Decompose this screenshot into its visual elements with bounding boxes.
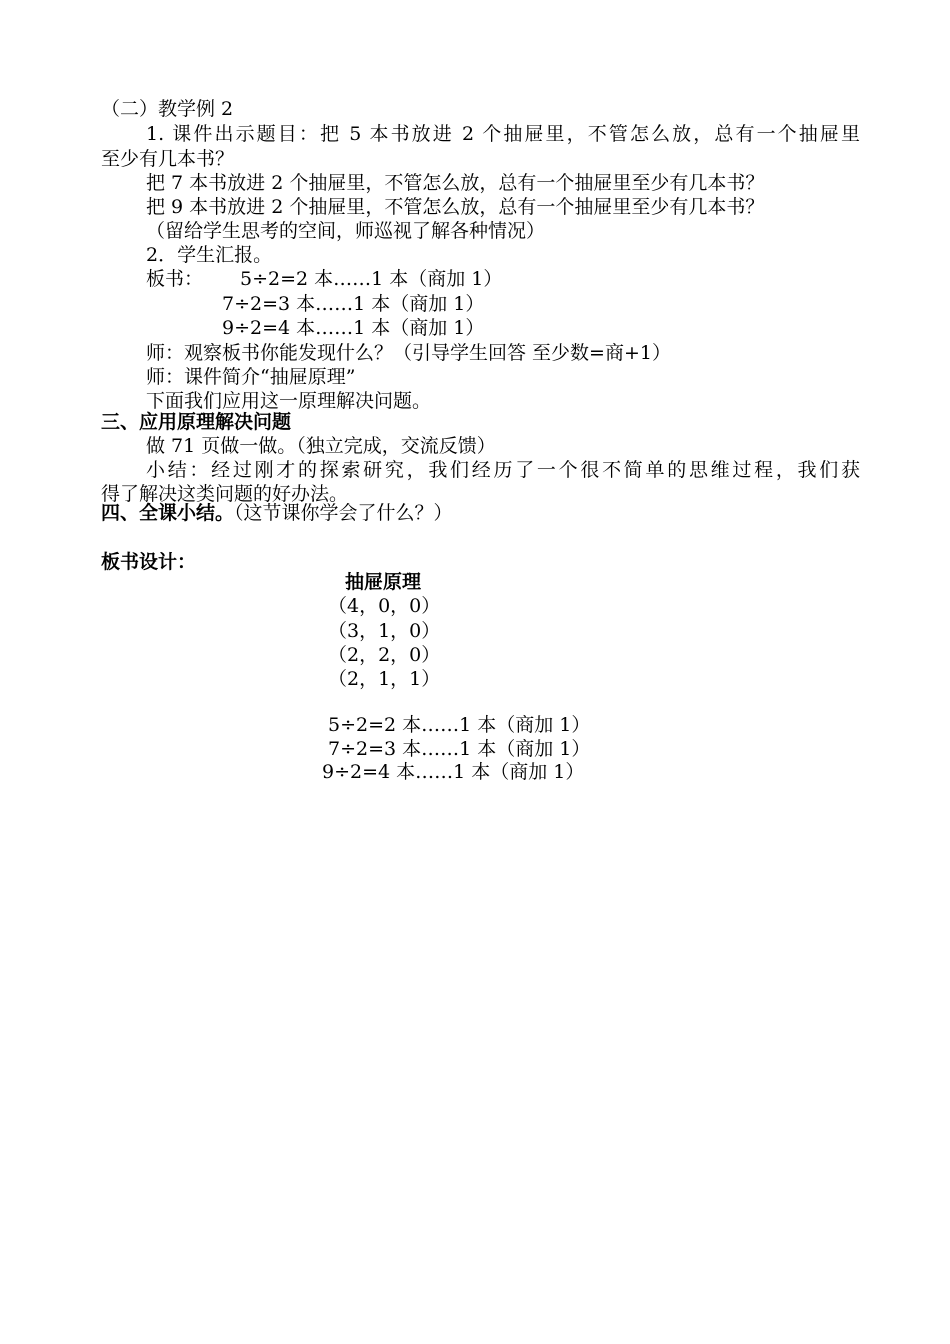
board-design-title: 抽屉原理 — [345, 571, 422, 593]
section-2-heading: （二）教学例 2 — [101, 98, 234, 120]
summary-line-1: 小结：经过刚才的探索研究，我们经历了一个很不简单的思维过程，我们获 — [146, 459, 860, 481]
board-design-heading: 板书设计： — [101, 551, 197, 573]
summary-line-2: 得了解决这类问题的好办法。 — [101, 483, 349, 505]
section-4-heading: 四、全课小结。 — [101, 502, 235, 524]
tuple-3: （2，2，0） — [328, 644, 441, 666]
question-2: 把 7 本书放进 2 个抽屉里，不管怎么放，总有一个抽屉里至少有几本书？ — [146, 172, 765, 194]
question-1-line-1: 1. 课件出示题目：把 5 本书放进 2 个抽屉里，不管怎么放，总有一个抽屉里 — [146, 123, 860, 145]
design-equation-3: 9÷2=4 本……1 本（商加 1） — [322, 761, 585, 783]
exercise-line: 做 71 页做一做。（独立完成，交流反馈） — [146, 435, 496, 457]
teacher-question: 师：观察板书你能发现什么？（引导学生回答 至少数=商+1） — [146, 342, 671, 364]
design-equation-1: 5÷2=2 本……1 本（商加 1） — [328, 714, 591, 736]
board-label: 板书： — [146, 268, 204, 290]
design-equation-2: 7÷2=3 本……1 本（商加 1） — [328, 738, 591, 760]
tuple-4: （2，1，1） — [328, 668, 441, 690]
board-equation-3: 9÷2=4 本……1 本（商加 1） — [222, 317, 485, 339]
section-4-text: （这节课你学会了什么？） — [234, 502, 453, 524]
board-equation-2: 7÷2=3 本……1 本（商加 1） — [222, 293, 485, 315]
question-3: 把 9 本书放进 2 个抽屉里，不管怎么放，总有一个抽屉里至少有几本书？ — [146, 196, 765, 218]
question-1-line-2: 至少有几本书？ — [101, 148, 235, 170]
teacher-intro: 师：课件简介“抽屉原理” — [146, 366, 356, 388]
board-equation-1: 5÷2=2 本……1 本（商加 1） — [240, 268, 503, 290]
teacher-note: （留给学生思考的空间，师巡视了解各种情况） — [146, 220, 546, 242]
tuple-1: （4，0，0） — [328, 595, 441, 617]
section-3-heading: 三、应用原理解决问题 — [101, 411, 292, 433]
section-4-line — [101, 501, 453, 526]
apply-principle: 下面我们应用这一原理解决问题。 — [146, 390, 432, 412]
student-report: 2．学生汇报。 — [146, 244, 273, 266]
tuple-2: （3，1，0） — [328, 620, 441, 642]
